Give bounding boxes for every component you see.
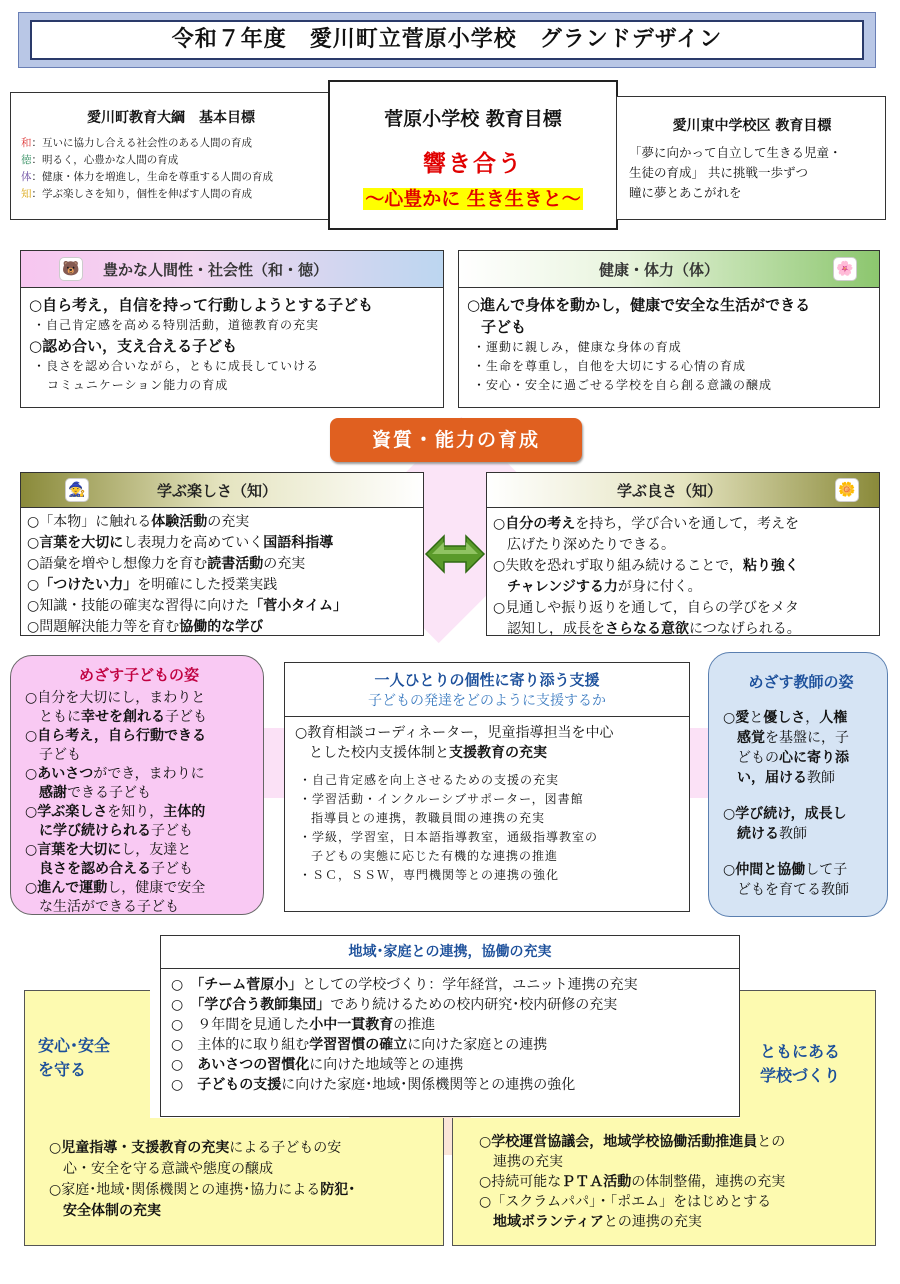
community-line — [171, 975, 729, 995]
bear-character-icon: 🐻 — [59, 257, 83, 281]
teachers-emph: い，届ける — [737, 770, 807, 786]
district-goal-line: 生徒の育成」 共に挑戦一歩ずつ — [629, 165, 808, 180]
good-line-emph: さらなる意欲 — [605, 621, 689, 637]
teachers-text: を基盤に，子 — [765, 730, 849, 746]
children-text: 子ども — [165, 709, 207, 725]
good-content — [487, 508, 879, 646]
good-line-emph: チャレンジする力 — [507, 579, 618, 595]
fun-line-text: の充実 — [207, 514, 250, 530]
town-goal-key: 体 — [21, 171, 32, 183]
health-sub: ・生命を尊重し，自他を大切にする心情の育成 — [473, 359, 747, 373]
support-sub: ・学習活動・インクルーシブサポーター，図書館 — [299, 792, 584, 806]
community-emph: 小中一貫教育 — [309, 1017, 394, 1033]
teachers-line — [723, 728, 879, 748]
children-text: ができ，まわりに — [93, 766, 205, 782]
fun-line-text: し表現力を高めていく — [123, 535, 264, 551]
humanity-heading: 豊かな人間性・社会性（和・徳） — [103, 261, 329, 279]
good-line-text: につなげられる。 — [689, 621, 801, 637]
children-line — [25, 765, 253, 784]
good-line: 広げたり深めたりできる。 — [507, 537, 675, 553]
fun-line-text: ○ — [27, 577, 40, 593]
fun-line-text: を明確にした授業実践 — [137, 577, 278, 593]
teachers-emph: 心に寄り添 — [779, 750, 849, 766]
children-line — [25, 879, 253, 898]
good-line: ○見通しや振り返りを通して，自らの学びをメタ — [493, 600, 799, 616]
double-arrow-icon — [424, 532, 486, 576]
support-sub: 子どもの実態に応じた有機的な連携の推進 — [311, 849, 559, 863]
school-goal-sub-text: ～心豊かに 生き生きと～ — [365, 188, 581, 210]
community-text: の推進 — [393, 1017, 436, 1033]
children-text: 子ども — [151, 823, 193, 839]
children-emph: に学び続けられる — [39, 823, 151, 839]
community-text: ○ — [171, 977, 198, 993]
teachers-line — [723, 708, 879, 728]
children-line — [25, 860, 253, 879]
teachers-emph: 仲間と協働 — [735, 862, 806, 878]
page-title: 令和７年度 愛川町立菅原小学校 グランドデザイン — [30, 20, 864, 60]
fun-line-text: ○「本物」に触れる — [27, 514, 152, 530]
children-text: し，健康で安全 — [107, 880, 206, 896]
school-goal-heading: 菅原小学校 教育目標 — [384, 108, 562, 130]
community-line — [171, 1055, 729, 1075]
children-text: ○ — [25, 728, 38, 744]
teachers-emph: 学び続け，成長し — [735, 806, 847, 822]
health-sub: ・運動に親しみ，健康な身体の育成 — [473, 340, 682, 354]
teachers-text: どもの — [737, 750, 779, 766]
children-emph: 進んで運動 — [37, 880, 108, 896]
community-box — [160, 935, 740, 1117]
teachers-emph: 優しさ — [763, 710, 806, 726]
school-goal-box — [328, 80, 618, 230]
together-text: との — [757, 1134, 786, 1150]
teachers-line — [723, 748, 879, 768]
community-emph: 「チーム菅原小」 — [197, 977, 303, 993]
health-box — [458, 250, 880, 408]
fun-line — [27, 596, 417, 617]
support-sub: ・ＳＣ，ＳＳＷ，専門機関等との連携の強化 — [299, 868, 560, 882]
good-line-text: ○ — [493, 516, 506, 532]
good-heading: 学ぶ良さ（知） — [617, 482, 723, 500]
teachers-text: と — [749, 710, 764, 726]
safety-label-line: を守る — [38, 1060, 87, 1079]
community-emph: 子どもの支援 — [197, 1077, 282, 1093]
safety-box — [24, 1118, 444, 1246]
support-main: ○教育相談コーディネーター，児童指導担当を中心 — [295, 725, 614, 741]
teachers-panel — [708, 652, 888, 917]
safety-emph: 防犯･ — [320, 1182, 356, 1198]
safety-line — [49, 1138, 433, 1159]
good-header — [487, 473, 879, 508]
children-emph: 感謝 — [39, 785, 67, 801]
health-heading: 健康・体力（体） — [599, 261, 720, 279]
community-text: に向けた家庭との連携 — [407, 1037, 548, 1053]
town-goal-text: ：明るく，心豊かな人間の育成 — [31, 154, 179, 166]
community-text: ○ 主体的に取り組む — [171, 1037, 310, 1053]
together-text: の体制整備，連携の充実 — [631, 1174, 786, 1190]
children-text: ○ — [25, 842, 38, 858]
community-text: ○ — [171, 1077, 198, 1093]
fun-line-emph: 「つけたい力」 — [39, 577, 138, 593]
town-goal-key: 知 — [21, 188, 32, 200]
children-emph: 自ら考え，自ら行動できる — [37, 728, 207, 744]
community-line — [171, 1015, 729, 1035]
teachers-line — [723, 768, 879, 788]
good-line-emph: 自分の考え — [505, 516, 576, 532]
children-line — [25, 727, 253, 746]
support-emph: 支援教育の充実 — [449, 745, 547, 761]
community-emph: 「学び合う教師集団」 — [197, 997, 331, 1013]
fun-header — [21, 473, 423, 508]
together-line — [479, 1132, 869, 1152]
support-sub: ・自己肯定感を向上させるための支援の充実 — [299, 773, 560, 787]
community-line — [171, 1075, 729, 1095]
fun-line-text: ○問題解決能力等を育む — [27, 619, 180, 635]
fun-line-text: の充実 — [263, 556, 306, 572]
town-goal-chi — [21, 186, 321, 203]
fun-line-emph: ○言葉を大切に — [27, 535, 124, 551]
humanity-sub: ・良さを認め合いながら，ともに成長していける — [33, 359, 320, 373]
support-text: とした校内支援体制と — [309, 745, 449, 761]
teachers-emph: 愛 — [735, 710, 750, 726]
support-heading: 一人ひとりの個性に寄り添う支援 — [374, 671, 600, 689]
community-text: ○ ９年間を見通した — [171, 1017, 310, 1033]
teachers-line — [723, 860, 879, 880]
children-line: な生活ができる子ども — [39, 899, 179, 915]
fun-line — [27, 512, 417, 533]
together-text: ○ — [479, 1134, 492, 1150]
together-label-line: ともにある — [760, 1042, 841, 1061]
children-line — [25, 841, 253, 860]
support-main — [295, 743, 679, 763]
community-text: に向けた地域等との連携 — [309, 1057, 464, 1073]
health-item-cont: 子ども — [481, 318, 527, 336]
teachers-text: ○ — [723, 806, 736, 822]
fun-line — [27, 575, 417, 596]
fun-line-text: ○知識・技能の確実な習得に向けた — [27, 598, 250, 614]
good-line — [493, 577, 873, 598]
children-text: ともに — [39, 709, 81, 725]
support-panel — [284, 662, 690, 912]
good-line-text: が身に付く。 — [617, 579, 702, 595]
support-sub: 指導員との連携，教職員間の連携の充実 — [311, 811, 546, 825]
children-text: ○ — [25, 766, 38, 782]
humanity-content — [21, 288, 443, 401]
teachers-text: ， — [805, 710, 820, 726]
health-header — [459, 251, 879, 288]
good-box — [486, 472, 880, 636]
together-emph: 学校運営協議会，地域学校協働活動推進員 — [491, 1134, 758, 1150]
children-line: ○自分を大切にし，まわりと — [25, 690, 206, 706]
together-label — [760, 1040, 840, 1088]
together-line: 連携の充実 — [493, 1154, 563, 1170]
safety-text: による子どもの安 — [229, 1140, 342, 1156]
fun-content — [21, 508, 423, 642]
good-line-emph: 粘り強く — [742, 558, 799, 574]
community-text: であり続けるための校内研究･校内研修の充実 — [330, 997, 618, 1013]
teachers-emph: 感覚 — [737, 730, 765, 746]
school-goal-sub — [330, 184, 616, 211]
wizard-character-icon: 🧙 — [65, 478, 89, 502]
community-text: ○ — [171, 1057, 198, 1073]
together-line — [479, 1172, 869, 1192]
flower-character-icon: 🌼 — [835, 478, 859, 502]
fun-line — [27, 617, 417, 638]
town-goals-heading: 愛川町教育大綱 基本目標 — [87, 110, 255, 126]
together-text: ○持続可能な — [479, 1174, 562, 1190]
fun-line-emph: 読書活動 — [207, 556, 264, 572]
teachers-line — [723, 824, 879, 844]
community-line — [171, 1035, 729, 1055]
fun-line-text: ○語彙を増やし想像力を育む — [27, 556, 208, 572]
together-emph: 地域ボランティア — [493, 1214, 604, 1230]
together-label-line: 学校づくり — [760, 1066, 841, 1085]
town-goal-wa — [21, 135, 321, 152]
teachers-emph: 人権 — [819, 710, 848, 726]
children-emph: 良さを認め合える — [39, 861, 151, 877]
town-goal-toku — [21, 152, 321, 169]
together-emph: ＰＴＡ活動 — [561, 1174, 632, 1190]
teachers-text: 教師 — [779, 826, 807, 842]
community-content — [161, 969, 739, 1101]
teachers-text: ○ — [723, 862, 736, 878]
town-goal-key: 和 — [21, 137, 32, 149]
safety-line: 心・安全を守る意識や態度の醸成 — [63, 1161, 273, 1177]
good-line-text: 認知し，成長を — [507, 621, 605, 637]
fun-line-emph: 「菅小タイム」 — [249, 598, 347, 614]
children-text: ○ — [25, 804, 38, 820]
together-line — [479, 1212, 869, 1232]
support-subheading: 子どもの発達をどのように支援するか — [368, 693, 606, 709]
safety-label — [38, 1034, 110, 1082]
good-line — [493, 619, 873, 640]
community-text: に向けた家庭･地域･関係機関等との連携の強化 — [281, 1077, 576, 1093]
town-goal-tai — [21, 169, 321, 186]
district-goal-heading: 愛川東中学校区 教育目標 — [672, 118, 832, 134]
community-text: としての学校づくり：学年経営，ユニット連携の充実 — [302, 977, 638, 993]
health-sub: ・安心・安全に過ごせる学校を自ら創る意識の醸成 — [473, 378, 773, 392]
community-line — [171, 995, 729, 1015]
children-heading: めざす子どもの姿 — [78, 666, 199, 684]
safety-text: ○ — [49, 1140, 62, 1156]
teachers-heading: めざす教師の姿 — [748, 673, 854, 691]
children-emph: 言葉を大切に — [37, 842, 122, 858]
children-text: できる子ども — [67, 785, 151, 801]
fun-heading: 学ぶ楽しさ（知） — [157, 482, 278, 500]
children-text: ○ — [25, 880, 38, 896]
health-content — [459, 288, 879, 401]
support-sub: ・学級，学習室，日本語指導教室，通級指導教室の — [299, 830, 599, 844]
teachers-line: どもを育てる教師 — [737, 882, 849, 898]
community-emph: あいさつの習慣化 — [197, 1057, 310, 1073]
good-line — [493, 556, 873, 577]
district-goal-line: 瞳に夢とあこがれを — [629, 185, 742, 200]
together-box — [452, 1118, 876, 1246]
children-line — [25, 822, 253, 841]
safety-text: ○家庭･地域･関係機関との連携･協力による — [49, 1182, 321, 1198]
humanity-item: ○自ら考え，自信を持って行動しようとする子ども — [29, 296, 373, 314]
good-line-text: を持ち，学び合いを通して，考えを — [575, 516, 799, 532]
children-line — [25, 784, 253, 803]
flower-character-icon: 🌸 — [833, 257, 857, 281]
town-goal-text: ：互いに協力し合える社会性のある人間の育成 — [31, 137, 252, 149]
teachers-emph: 続ける — [737, 826, 779, 842]
humanity-item: ○認め合い，支え合える子ども — [29, 337, 238, 355]
children-emph: 主体的 — [163, 804, 206, 820]
humanity-box — [20, 250, 444, 408]
center-label: 資質・能力の育成 — [330, 418, 582, 462]
school-goal-main: 響き合う — [423, 151, 523, 177]
children-line: 子ども — [39, 747, 81, 763]
safety-emph: 児童指導・支援教育の充実 — [61, 1140, 230, 1156]
fun-line — [27, 554, 417, 575]
safety-emph: 安全体制の充実 — [63, 1203, 161, 1219]
good-line-text: ○失敗を恐れず取り組み続けることで， — [493, 558, 743, 574]
town-goals-box — [10, 92, 330, 220]
humanity-header — [21, 251, 443, 288]
children-panel — [10, 655, 264, 915]
teachers-text: 教師 — [807, 770, 835, 786]
fun-line-emph: 体験活動 — [151, 514, 208, 530]
district-goal-line: 「夢に向かって自立して生きる児童・ — [629, 145, 842, 160]
teachers-text: ○ — [723, 710, 736, 726]
good-line — [493, 514, 873, 535]
safety-line — [49, 1180, 433, 1201]
district-goal-box — [616, 96, 886, 220]
community-text: ○ — [171, 997, 198, 1013]
children-line — [25, 803, 253, 822]
safety-label-line: 安心･安全 — [38, 1036, 111, 1055]
teachers-text: して子 — [805, 862, 848, 878]
community-emph: 学習習慣の確立 — [309, 1037, 408, 1053]
children-line — [25, 708, 253, 727]
health-item: ○進んで身体を動かし，健康で安全な生活ができる — [467, 296, 811, 314]
humanity-sub: ・自己肯定感を高める特別活動，道徳教育の充実 — [33, 318, 320, 332]
fun-line — [27, 533, 417, 554]
children-text: を知り， — [107, 804, 164, 820]
children-emph: あいさつ — [37, 766, 94, 782]
fun-line-emph: 国語科指導 — [263, 535, 334, 551]
humanity-sub: コミュニケーション能力の育成 — [47, 378, 229, 392]
town-goal-text: ：学ぶ楽しさを知り，個性を伸ばす人間の育成 — [31, 188, 252, 200]
children-text: 子ども — [151, 861, 193, 877]
town-goal-text: ：健康・体力を増進し，生命を尊重する人間の育成 — [31, 171, 273, 183]
children-emph: 学ぶ楽しさ — [37, 804, 108, 820]
children-text: し，友達と — [121, 842, 192, 858]
children-emph: 幸せを創れる — [81, 709, 165, 725]
safety-line — [49, 1201, 433, 1222]
community-heading: 地域･家庭との連携，協働の充実 — [161, 936, 739, 969]
together-line: ○「スクラムパパ」・「ポエム」をはじめとする — [479, 1194, 772, 1210]
fun-box — [20, 472, 424, 636]
teachers-line — [723, 804, 879, 824]
fun-line-emph: 協働的な学び — [179, 619, 264, 635]
together-text: との連携の充実 — [603, 1214, 702, 1230]
town-goal-key: 徳 — [21, 154, 32, 166]
